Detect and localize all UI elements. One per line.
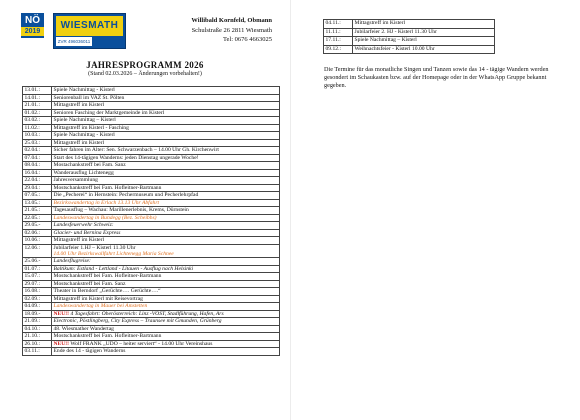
event-date: 18.09.- xyxy=(23,310,52,318)
event-text: Senioren Fasching der Marktgemeinde im Kisterl xyxy=(53,109,165,116)
schedule-table xyxy=(22,86,280,356)
table-row xyxy=(23,295,280,303)
event-text: Landeswandertag in Bundegg (Bez. Scheibbs) xyxy=(53,214,157,221)
event-date: 10.06.: xyxy=(23,237,52,245)
event-description xyxy=(52,237,280,245)
table-row xyxy=(23,177,280,185)
event-text: 48. Wiesmather Wandertag xyxy=(53,325,114,332)
event-description xyxy=(353,45,495,54)
table-row xyxy=(23,117,280,125)
event-text: Die „Pecherei“ in Hernstein: Pechermuseum und Pecherlehrpfad xyxy=(53,192,199,198)
event-text: Tagesausflug – Wachau: Marillenerlebnis, Krems, Dürnstein xyxy=(53,207,189,213)
event-description xyxy=(52,207,280,215)
event-description xyxy=(52,162,280,170)
contact-name: Willibald Kornfeld, Obmann xyxy=(191,17,272,24)
table-row xyxy=(23,102,280,110)
table-row xyxy=(23,310,280,318)
event-text: Spiele Nachmittag – Kisterl xyxy=(354,37,417,43)
event-text: Theater in Berndorf „Gerüchte…. Gerüchte….“ xyxy=(53,288,161,295)
event-description xyxy=(52,303,280,311)
event-date: 16.04.: xyxy=(23,169,52,177)
wiesmath-logo-text: WIESMATH xyxy=(56,16,123,36)
event-date: 13.01.: xyxy=(23,87,52,95)
event-description xyxy=(52,117,280,125)
event-description xyxy=(52,124,280,132)
event-description xyxy=(52,295,280,303)
event-date: 10.03.: xyxy=(23,132,52,140)
contact-block xyxy=(191,16,272,45)
event-text: Glacier- und Bernina Express xyxy=(53,229,121,236)
event-text: Jubilarfeier 2. HJ - Kisterl 11.30 Uhr xyxy=(354,28,437,35)
event-description xyxy=(353,28,495,37)
table-row xyxy=(324,45,495,54)
table-row xyxy=(23,147,280,155)
event-text: Start des 14-tägigen Wanderns: jeden Dienstag ungerade Woche! xyxy=(53,154,199,161)
event-date: 04.10.: xyxy=(23,325,52,333)
event-date: 25.03.: xyxy=(23,139,52,147)
event-text: Landesflugreise: xyxy=(53,258,91,265)
event-text: Wanderausflug Lichtenegg xyxy=(53,169,114,176)
event-text: Spiele Nachmittag - Kisterl xyxy=(53,132,115,138)
event-description xyxy=(52,333,280,341)
event-date: 07.05.: xyxy=(23,192,52,200)
table-row xyxy=(324,28,495,37)
page-subtitle: (Stand 02.03.2026 – Änderungen vorbehalten!) xyxy=(88,71,202,77)
event-date: 11.02.: xyxy=(23,124,52,132)
event-text: Seniorenball im VAZ St. Pölten xyxy=(53,94,125,101)
table-row xyxy=(23,169,280,177)
event-description xyxy=(52,318,280,326)
table-row xyxy=(23,340,280,348)
table-row xyxy=(23,207,280,215)
table-row xyxy=(23,214,280,222)
event-text: Landesfeuerwehr Schweiz: xyxy=(53,222,114,228)
schedule-continuation-table xyxy=(323,19,495,54)
event-text: Mostachankstreff bei Fam. Sanz xyxy=(53,162,126,168)
event-text: Landeswandertag in Mauer bei Amstetten xyxy=(53,303,148,310)
event-text: Sicher fahren im Alter: Sen. Schwarzenbach – 14.00 Uhr Gh. Kirchenwirt xyxy=(53,147,219,153)
event-date: 01.07.: xyxy=(23,265,52,273)
event-date: 25.06.- xyxy=(23,258,52,266)
event-date: 29.05.- xyxy=(23,222,52,230)
event-date: 13.05.: xyxy=(23,199,52,207)
table-row xyxy=(23,265,280,273)
table-row xyxy=(23,258,280,266)
noe-logo-year: 2019 xyxy=(21,27,44,36)
event-date: 29.04.: xyxy=(23,184,52,192)
event-date: 22.05.: xyxy=(23,214,52,222)
event-description xyxy=(52,102,280,110)
event-description xyxy=(52,229,280,237)
event-date: 07.04.: xyxy=(23,154,52,162)
event-description xyxy=(52,109,280,117)
event-date: 21.10.: xyxy=(23,333,52,341)
table-row xyxy=(23,303,280,311)
event-description xyxy=(52,310,280,318)
event-description xyxy=(52,258,280,266)
event-text-secondary: 14.00 Uhr Bezirkswallfahrt Lichtenegg Maria Schnee xyxy=(53,250,174,257)
event-text: Mittagstreff im Kisterl xyxy=(354,20,406,26)
noe-logo-text: NÖ xyxy=(25,15,40,26)
event-text: Ende des 14 - tägigen Wanderns xyxy=(53,348,126,355)
event-text: Mittagstreff im Kisterl mit Reisevortrag xyxy=(53,295,143,302)
event-text: Bezirkswandertag in Erlach 13.13 Uhr Abfahrt xyxy=(53,199,160,206)
event-description xyxy=(52,177,280,185)
event-date: 03.02.: xyxy=(23,117,52,125)
table-row xyxy=(23,132,280,140)
table-row xyxy=(23,124,280,132)
event-text: Mittagstreff im Kisterl xyxy=(53,139,105,146)
event-description xyxy=(52,147,280,155)
event-description xyxy=(52,87,280,95)
event-text: Mittagstreff im Kisterl xyxy=(53,237,105,243)
event-date: 12.06.: xyxy=(23,244,52,258)
table-row xyxy=(23,244,280,258)
new-badge: NEU!! xyxy=(53,340,70,347)
event-description xyxy=(52,199,280,207)
event-date: 21.09.: xyxy=(23,318,52,326)
event-description xyxy=(52,244,280,258)
event-date: 29.07.: xyxy=(23,280,52,288)
event-description xyxy=(52,348,280,356)
table-row xyxy=(23,184,280,192)
event-text: Mittagstreff im Kisterl xyxy=(53,102,105,108)
event-text: 4 Tagesfahrt: Oberösterreich: Linz -VÖST, Stadlführung, Hafen, Ars xyxy=(69,310,224,317)
event-date: 02.06.: xyxy=(23,229,52,237)
table-row xyxy=(23,199,280,207)
table-row xyxy=(23,288,280,296)
event-date: 09.12.: xyxy=(324,45,353,54)
event-description xyxy=(52,325,280,333)
wiesmath-logo xyxy=(53,13,126,49)
contact-address: Schulstraße 26 2811 Wiesmath xyxy=(191,26,272,34)
event-date: 26.10.: xyxy=(23,340,52,348)
table-row xyxy=(23,94,280,102)
event-date: 01.02.: xyxy=(23,109,52,117)
event-description xyxy=(52,184,280,192)
event-date: 02.09.: xyxy=(23,295,52,303)
table-row xyxy=(23,237,280,245)
event-text: Mittagstreff im Kisterl - Fasching xyxy=(53,124,129,131)
new-badge: NEU!! xyxy=(53,310,70,317)
event-description xyxy=(52,222,280,230)
table-row xyxy=(23,154,280,162)
event-text: Jubilarfeier 1.HJ – Kisterl 11.30 Uhr xyxy=(53,244,136,251)
event-date: 22.04.: xyxy=(23,177,52,185)
event-date: 11.11.: xyxy=(324,28,353,37)
table-row xyxy=(23,222,280,230)
table-row xyxy=(23,273,280,281)
table-row xyxy=(23,325,280,333)
event-date: 21.01.: xyxy=(23,102,52,110)
event-text: Mostschankstreff bei Fam. Hofleitner-Bartmann xyxy=(53,184,162,191)
event-description xyxy=(52,288,280,296)
event-text: Mostschankstreff bei Fam. Hofleitner-Bartmann xyxy=(53,333,162,340)
event-text: Mostschankstreff bei Fam. Hofleitner-Bartmann xyxy=(53,273,162,280)
event-date: 16.08.: xyxy=(23,288,52,296)
event-text: Wolf FRANK „UDO – heiter serviert“ - 14.00 Uhr Vereinshaus xyxy=(69,340,213,347)
table-row xyxy=(23,229,280,237)
event-description xyxy=(52,273,280,281)
event-text: Spiele Nachmittag - Kisterl xyxy=(53,87,115,93)
event-description xyxy=(52,94,280,102)
contact-phone: Tel: 0676 4663025 xyxy=(222,36,272,43)
event-date: 21.05.: xyxy=(23,207,52,215)
event-description xyxy=(52,280,280,288)
table-row xyxy=(23,109,280,117)
event-description xyxy=(52,154,280,162)
event-date: 15.07.: xyxy=(23,273,52,281)
page-right xyxy=(291,0,580,420)
table-row xyxy=(324,20,495,29)
table-row xyxy=(23,333,280,341)
event-date: 14.01.: xyxy=(23,94,52,102)
info-note: Die Termine für das monatliche Singen und Tanzen sowie das 14 - tägige Wandern werden gesondert im Schaukasten bzw. auf der Homepage oder in der WhatsApp Gruppe bekannt gegeben. xyxy=(324,66,549,89)
event-text: Spiele Nachmittag – Kisterl xyxy=(53,117,116,123)
event-text: Baltikum: Estland - Lettland - Litauen - Ausflug nach Helsinki xyxy=(53,265,194,272)
table-row xyxy=(324,37,495,46)
event-date: 08.04.: xyxy=(23,162,52,170)
table-row xyxy=(23,192,280,200)
wiesmath-logo-zvr: ZVR 496036011 xyxy=(57,39,91,44)
event-date: 03.11.: xyxy=(23,348,52,356)
table-row xyxy=(23,139,280,147)
event-description xyxy=(52,265,280,273)
table-row xyxy=(23,87,280,95)
table-row xyxy=(23,318,280,326)
event-description xyxy=(52,132,280,140)
page-title: JAHRESPROGRAMM 2026 xyxy=(86,60,204,70)
event-date: 02.04.: xyxy=(23,147,52,155)
event-date: 04.11.: xyxy=(324,20,353,29)
event-description xyxy=(52,169,280,177)
event-description xyxy=(353,37,495,46)
table-row xyxy=(23,280,280,288)
event-text: Weihnachtsfeier - Kisterl 10.00 Uhr xyxy=(354,45,435,52)
event-text: Mostschankstreff bei Fam. Sanz xyxy=(53,280,126,287)
noe-logo xyxy=(21,13,44,38)
event-date: 04.09.: xyxy=(23,303,52,311)
event-description xyxy=(52,139,280,147)
table-row xyxy=(23,162,280,170)
event-text: Electronic, Pöstlingberg, City Express – Traunsee mit Gmunden, Grünberg xyxy=(53,318,222,325)
table-row xyxy=(23,348,280,356)
event-description xyxy=(52,340,280,348)
event-text: Jahresversammlung xyxy=(53,177,98,183)
event-description xyxy=(353,20,495,29)
event-description xyxy=(52,214,280,222)
event-date: 17.11.: xyxy=(324,37,353,46)
event-description xyxy=(52,192,280,200)
